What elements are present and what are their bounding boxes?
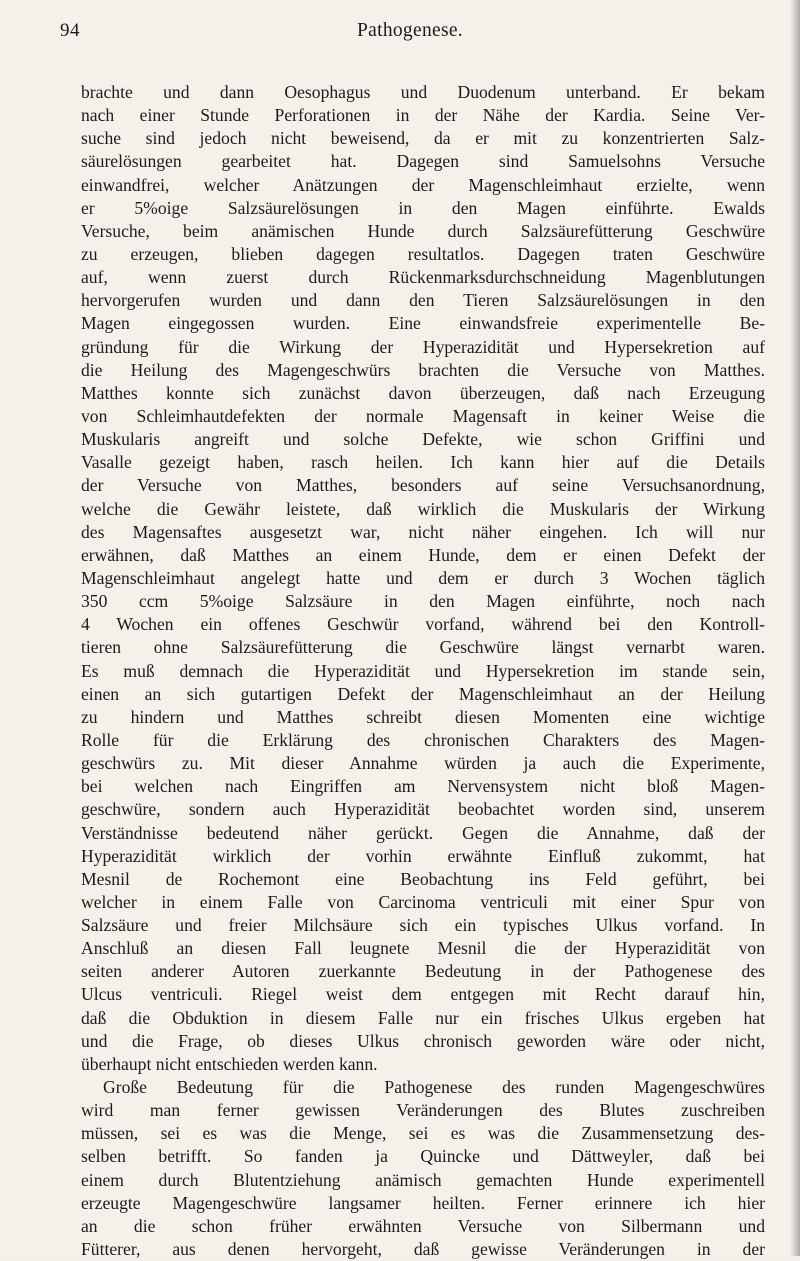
text-line: zu erzeugen, blieben dagegen resultatlos. Dagegen traten Geschwüre xyxy=(81,243,765,264)
text-line: wird man ferner gewissen Veränderungen des Blutes zuschreiben xyxy=(81,1100,765,1121)
text-line: 4 Wochen ein offenes Geschwür vorfand, während bei den Kontroll- xyxy=(81,614,765,635)
text-line: brachte und dann Oesophagus und Duodenum unterband. Er bekam xyxy=(81,82,765,102)
text-line: Fütterer, aus denen hervorgeht, daß gewisse Veränderungen in der xyxy=(81,1239,765,1260)
page-edge-shadow xyxy=(790,0,800,1256)
text-line: selben betrifft. So fanden ja Quincke und Dättweyler, daß bei xyxy=(81,1146,765,1167)
text-line: Vasalle gezeigt haben, rasch heilen. Ich kann hier auf die Details xyxy=(81,452,765,473)
text-line: Mesnil de Rochemont eine Beobachtung ins Feld geführt, bei xyxy=(81,868,765,889)
text-line: der Versuche von Matthes, besonders auf seine Versuchsanordnung, xyxy=(81,475,765,496)
text-line: säurelösungen gearbeitet hat. Dagegen sind Samuelsohns Versuche xyxy=(81,151,765,172)
text-line: welcher in einem Falle von Carcinoma ventriculi mit einer Spur von xyxy=(81,891,765,912)
text-line: Rolle für die Erklärung des chronischen Charakters des Magen- xyxy=(81,729,765,750)
text-line: Magen eingegossen wurden. Eine einwandsfreie experimentelle Be- xyxy=(81,313,765,334)
text-line: welche die Gewähr leistete, daß wirklich die Muskularis der Wirkung xyxy=(81,498,765,519)
text-line: Ulcus ventriculi. Riegel weist dem entgegen mit Recht darauf hin, xyxy=(81,984,765,1005)
text-line: bei welchen nach Eingriffen am Nervensystem nicht bloß Magen- xyxy=(81,776,765,797)
text-line: erzeugte Magengeschwüre langsamer heilten. Ferner erinnere ich hier xyxy=(81,1192,765,1213)
body-text xyxy=(81,81,765,1261)
text-line: nach einer Stunde Perforationen in der Nähe der Kardia. Seine Ver- xyxy=(81,105,765,126)
text-line: suche sind jedoch nicht beweisend, da er mit zu konzentrierten Salz- xyxy=(81,128,765,149)
text-line: einwandfrei, welcher Anätzungen der Magenschleimhaut erzielte, wenn xyxy=(81,174,765,195)
text-line: Es muß demnach die Hyperazidität und Hypersekretion im stande sein, xyxy=(81,660,765,681)
text-line: seiten anderer Autoren zuerkannte Bedeutung in der Pathogenese des xyxy=(81,961,765,982)
running-title: Pathogenese. xyxy=(357,20,463,41)
text-line: einen an sich gutartigen Defekt der Magenschleimhaut an der Heilung xyxy=(81,683,765,704)
text-line: Salzsäure und freier Milchsäure sich ein typisches Ulkus vorfand. In xyxy=(81,915,765,936)
text-line: einem durch Blutentziehung anämisch gemachten Hunde experimentell xyxy=(81,1169,765,1190)
text-line: von Schleimhautdefekten der normale Magensaft in keiner Weise die xyxy=(81,405,765,426)
text-line: tieren ohne Salzsäurefütterung die Geschwüre längst vernarbt waren. xyxy=(81,637,765,658)
text-line: er 5%oige Salzsäurelösungen in den Magen einführte. Ewalds xyxy=(81,197,765,218)
text-line: müssen, sei es was die Menge, sei es was die Zusammensetzung des- xyxy=(81,1123,765,1144)
text-line: Verständnisse bedeutend näher gerückt. Gegen die Annahme, daß der xyxy=(81,822,765,843)
page-header xyxy=(60,20,760,48)
text-line: auf, wenn zuerst durch Rückenmarksdurchschneidung Magenblutungen xyxy=(81,267,765,288)
text-line: zu hindern und Matthes schreibt diesen Momenten eine wichtige xyxy=(81,706,765,727)
text-line: Versuche, beim anämischen Hunde durch Salzsäurefütterung Geschwüre xyxy=(81,220,765,241)
text-line: Matthes konnte sich zunächst davon überzeugen, daß nach Erzeugung xyxy=(81,382,765,403)
text-line: Magenschleimhaut angelegt hatte und dem er durch 3 Wochen täglich xyxy=(81,567,765,588)
text-line: hervorgerufen wurden und dann den Tieren Salzsäurelösungen in den xyxy=(81,290,765,311)
text-line: des Magensaftes ausgesetzt war, nicht näher eingehen. Ich will nur xyxy=(81,521,765,542)
text-line: an die schon früher erwähnten Versuche von Silbermann und xyxy=(81,1215,765,1236)
text-line: erwähnen, daß Matthes an einem Hunde, dem er einen Defekt der xyxy=(81,544,765,565)
text-line: überhaupt nicht entschieden werden kann. xyxy=(81,1053,378,1074)
text-line: gründung für die Wirkung der Hyperazidität und Hypersekretion auf xyxy=(81,336,765,357)
page-number: 94 xyxy=(60,20,80,41)
text-line: geschwüre, sondern auch Hyperazidität beobachtet worden sind, unserem xyxy=(81,799,765,820)
text-line: daß die Obduktion in diesem Falle nur ein frisches Ulkus ergeben hat xyxy=(81,1007,765,1028)
text-line: Muskularis angreift und solche Defekte, wie schon Griffini und xyxy=(81,429,765,450)
text-line: die Heilung des Magengeschwürs brachten die Versuche von Matthes. xyxy=(81,359,765,380)
text-line: geschwürs zu. Mit dieser Annahme würden ja auch die Experimente, xyxy=(81,753,765,774)
text-line: Anschluß an diesen Fall leugnete Mesnil die der Hyperazidität von xyxy=(81,938,765,959)
text-line: und die Frage, ob dieses Ulkus chronisch geworden wäre oder nicht, xyxy=(81,1030,765,1051)
text-line: Große Bedeutung für die Pathogenese des runden Magengeschwüres xyxy=(103,1077,765,1098)
text-line: Hyperazidität wirklich der vorhin erwähnte Einfluß zukommt, hat xyxy=(81,845,765,866)
text-line: 350 ccm 5%oige Salzsäure in den Magen einführte, noch nach xyxy=(81,591,765,612)
